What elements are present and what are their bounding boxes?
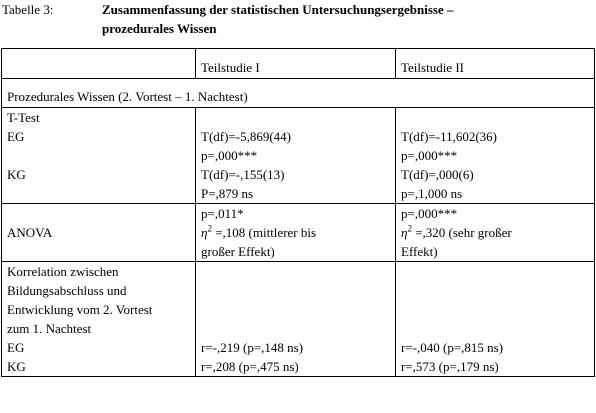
anova-s2-p: p=,000*** <box>401 206 458 221</box>
anova-label-cell <box>2 204 196 262</box>
anova-study2-cell <box>396 204 595 262</box>
correlation-row <box>2 262 595 377</box>
correlation-s2-eg: r=-,040 (p=,815 ns) <box>401 340 504 355</box>
ttest-eg-label: EG <box>7 129 25 144</box>
anova-s1-eta <box>201 223 390 242</box>
correlation-study1-cell <box>196 262 396 377</box>
anova-label: ANOVA <box>7 225 53 240</box>
eta-exponent: 2 <box>407 223 412 234</box>
caption-label: Tabelle 3: <box>2 2 54 17</box>
eta-symbol: η <box>201 225 208 240</box>
ttest-study1-cell <box>196 108 396 204</box>
correlation-s1-kg: r=,208 (p=,475 ns) <box>201 359 299 374</box>
header-cell-teilstudie-1: Teilstudie I <box>196 49 396 79</box>
table-header-row <box>2 49 595 79</box>
correlation-s2-kg: r=,573 (p=,179 ns) <box>401 359 499 374</box>
caption-title <box>102 0 454 38</box>
anova-s2-eta <box>401 223 589 242</box>
anova-study1-cell <box>196 204 396 262</box>
correlation-label-line-2: Bildungsabschluss und <box>7 283 127 298</box>
anova-s1-eta-value: =,108 (mittlerer bis <box>211 225 317 240</box>
correlation-kg-label: KG <box>7 359 26 374</box>
anova-row <box>2 204 595 262</box>
ttest-study2-cell <box>396 108 595 204</box>
caption-title-line-1: Zusammenfassung der statistischen Untersuchungsergebnisse – <box>102 2 454 17</box>
ttest-s2-eg-p: p=,000*** <box>401 148 458 163</box>
anova-s1-p: p=,011* <box>201 206 244 221</box>
correlation-s1-eg: r=-,219 (p=,148 ns) <box>201 340 304 355</box>
correlation-eg-label: EG <box>7 340 25 355</box>
ttest-s2-eg-t: T(df)=-11,602(36) <box>401 129 498 144</box>
ttest-s1-kg-p: P=,879 ns <box>201 186 254 201</box>
anova-s2-effect: Effekt) <box>401 244 438 259</box>
ttest-kg-label: KG <box>7 167 26 182</box>
ttest-s1-eg-t: T(df)=-5,869(44) <box>201 129 291 144</box>
eta-exponent: 2 <box>207 223 212 234</box>
header-cell-empty <box>2 49 196 79</box>
ttest-row <box>2 108 595 204</box>
eta-symbol: η <box>401 225 408 240</box>
ttest-s2-kg-t: T(df)=,000(6) <box>401 167 474 182</box>
ttest-s2-kg-p: p=,1,000 ns <box>401 186 463 201</box>
section-title: Prozedurales Wissen (2. Vortest – 1. Nachtest) <box>2 79 595 108</box>
ttest-s1-eg-p: p=,000*** <box>201 148 258 163</box>
correlation-label-line-4: zum 1. Nachtest <box>7 321 92 336</box>
header-cell-teilstudie-2: Teilstudie II <box>396 49 595 79</box>
correlation-label-cell <box>2 262 196 377</box>
ttest-s1-kg-t: T(df)=-,155(13) <box>201 167 285 182</box>
correlation-label-line-1: Korrelation zwischen <box>7 264 119 279</box>
anova-s2-eta-value: =,320 (sehr großer <box>411 225 512 240</box>
results-table <box>1 48 595 377</box>
correlation-study2-cell <box>396 262 595 377</box>
anova-s1-effect: großer Effekt) <box>201 244 275 259</box>
caption-title-line-2: prozedurales Wissen <box>102 21 217 36</box>
ttest-title: T-Test <box>7 110 40 125</box>
correlation-label-line-3: Entwicklung vom 2. Vortest <box>7 302 153 317</box>
ttest-label-cell <box>2 108 196 204</box>
section-row <box>2 79 595 108</box>
